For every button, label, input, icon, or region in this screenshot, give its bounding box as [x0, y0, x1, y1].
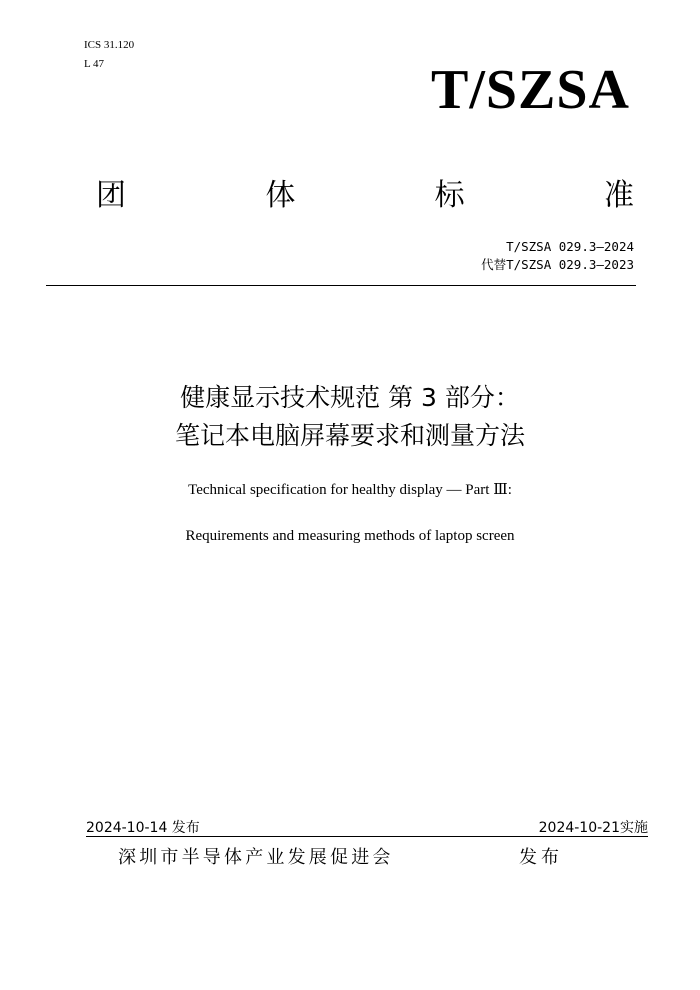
chinese-title-line-1: 健康显示技术规范 第 3 部分：: [180, 383, 520, 412]
replaced-standard-number: 代替T/SZSA 029.3—2023: [481, 257, 634, 272]
english-title-line-2: Requirements and measuring methods of laptop screen: [185, 528, 515, 544]
standard-logo: T/SZSA: [431, 59, 630, 121]
chinese-title-line-2: 笔记本电脑屏幕要求和测量方法: [174, 421, 525, 450]
issue-date: 2024-10-14 发布: [86, 820, 200, 836]
standard-type-heading: [96, 176, 634, 216]
standard-type-char: 标: [434, 178, 465, 213]
english-title-line-1: Technical specification for healthy display — Part Ⅲ:: [188, 482, 512, 498]
issuing-verb: 发布: [519, 847, 563, 868]
footer-divider: [86, 836, 648, 837]
ccs-code: L 47: [84, 58, 105, 70]
issuing-organization: 深圳市半导体产业发展促进会: [118, 847, 394, 868]
implementation-date: 2024-10-21实施: [538, 820, 648, 836]
chinese-title: [0, 379, 700, 455]
standard-type-char: 体: [265, 178, 296, 213]
standard-number-block: [481, 238, 634, 274]
english-title: [0, 480, 700, 546]
standard-type-char: 团: [96, 178, 126, 213]
ics-code: ICS 31.120: [84, 39, 135, 51]
classification-codes: [84, 36, 134, 74]
header-divider: [46, 285, 636, 286]
standard-number: T/SZSA 029.3—2024: [506, 239, 634, 254]
standard-type-char: 准: [603, 178, 634, 213]
